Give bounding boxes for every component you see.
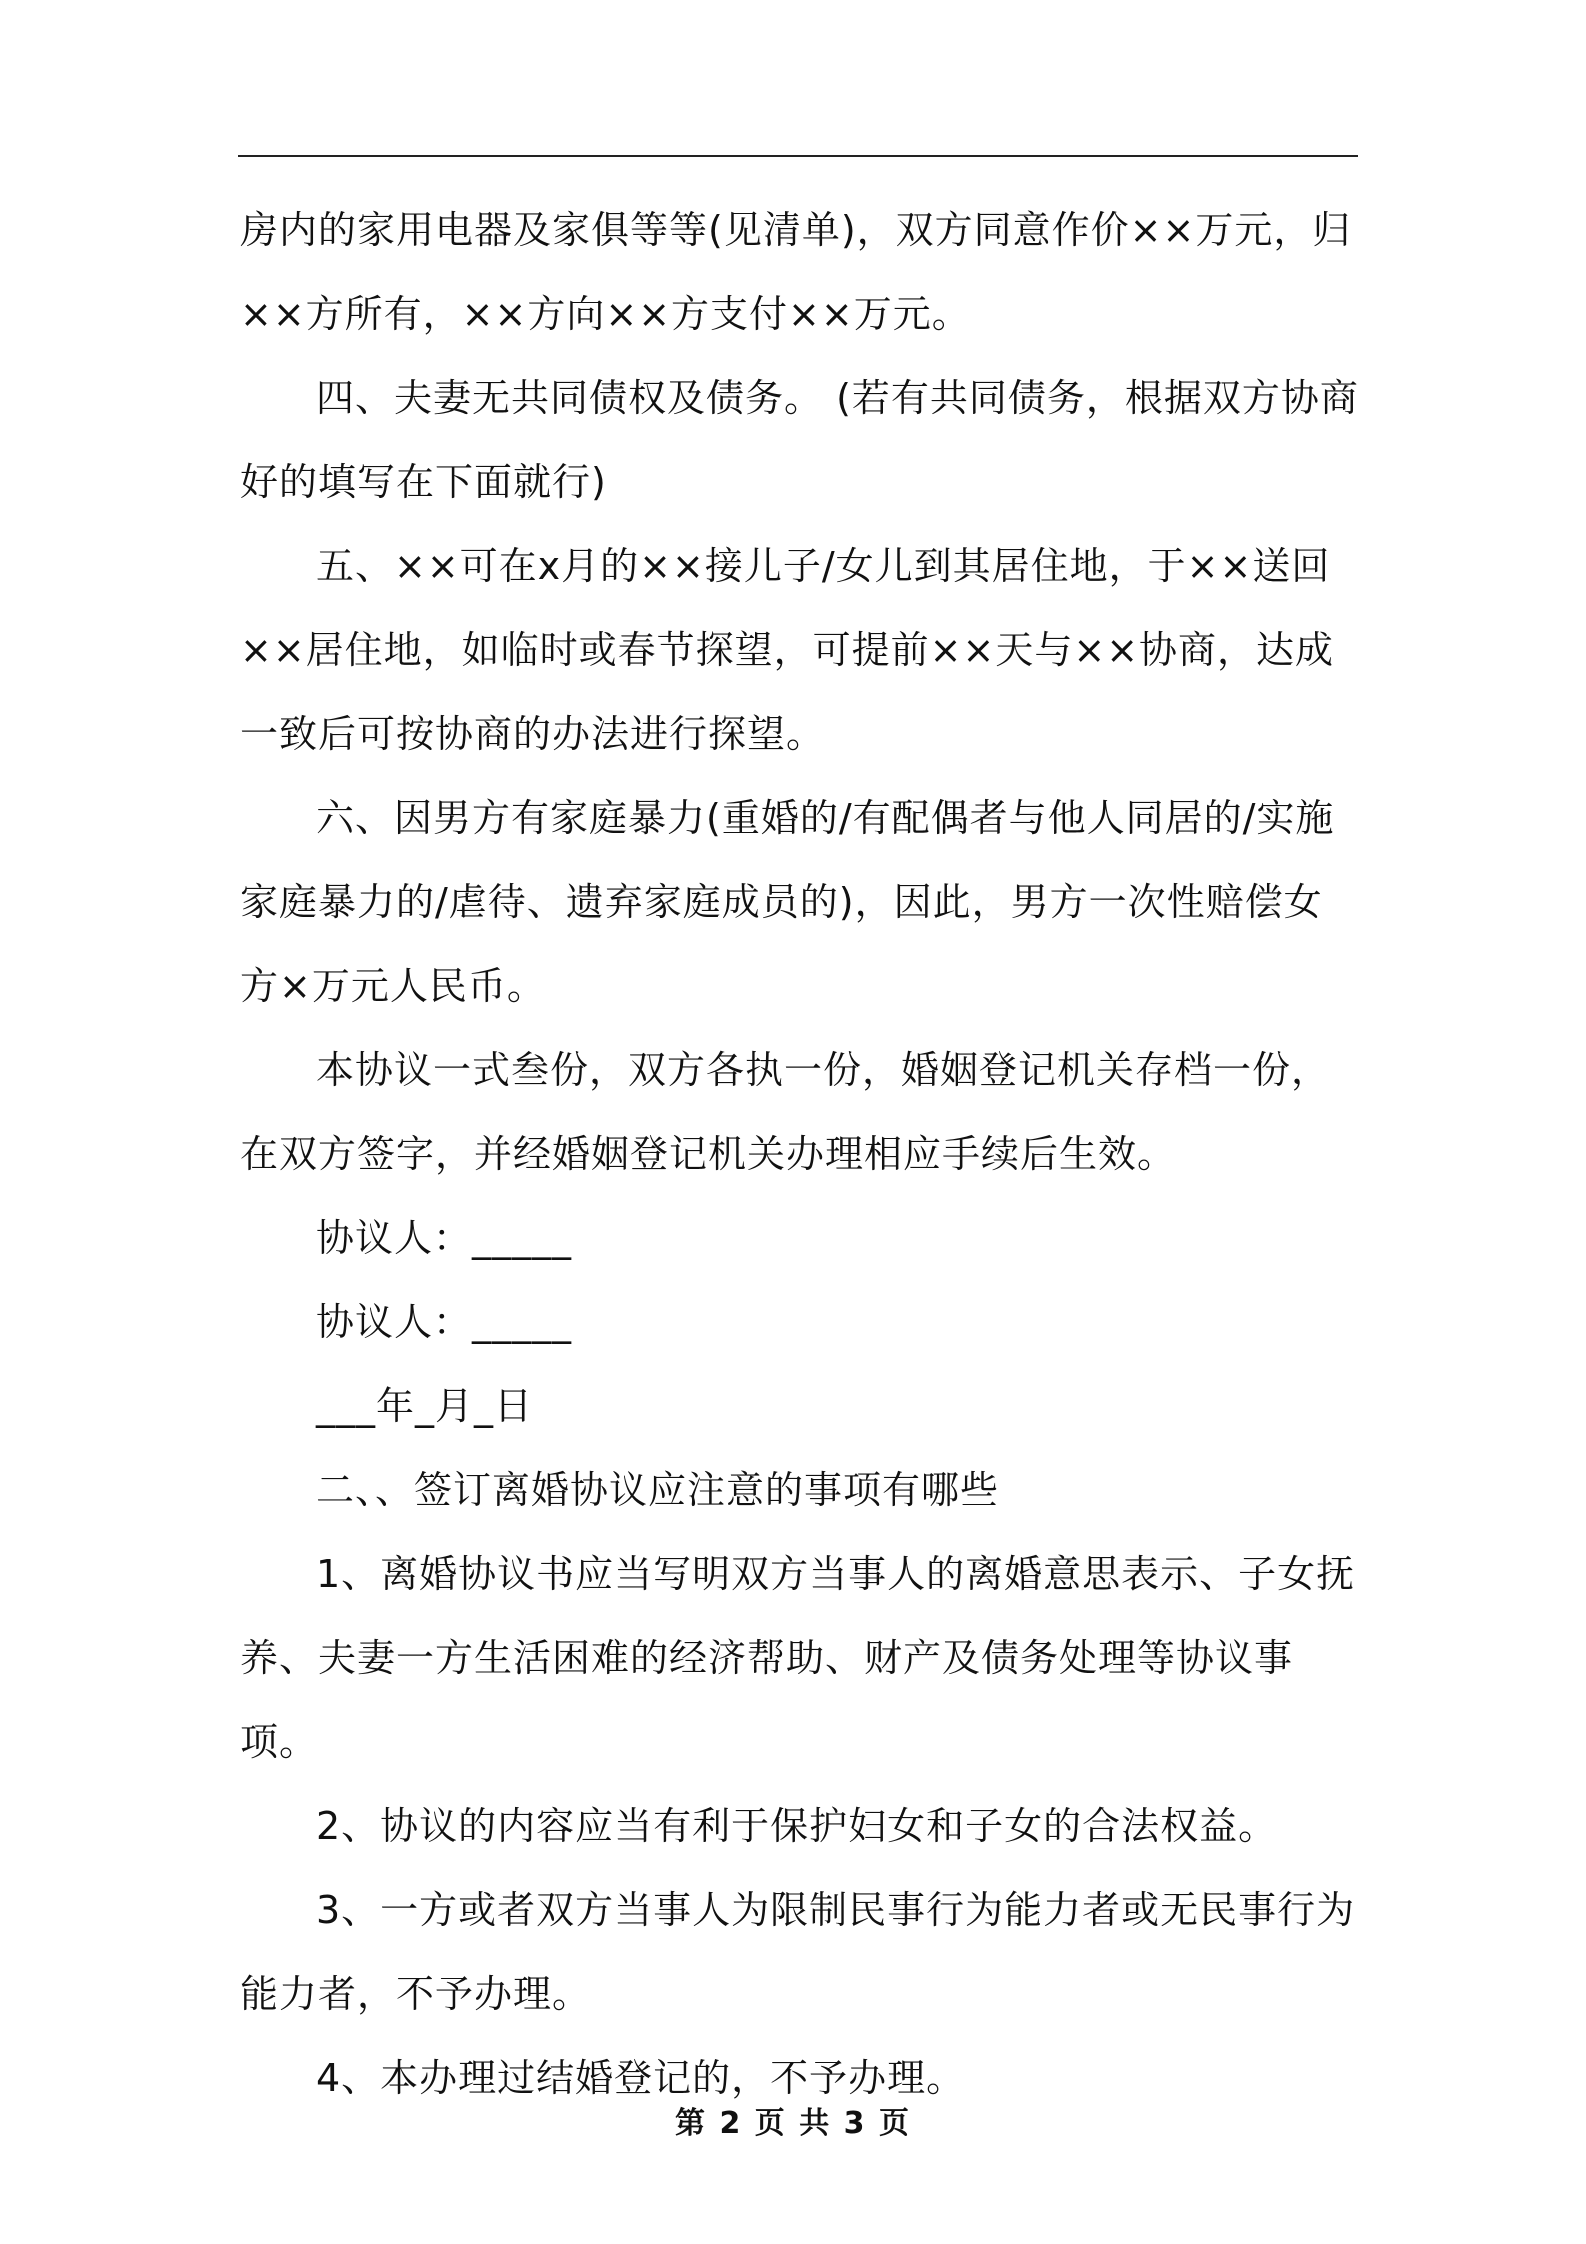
paragraph-copies: 本协议一式叁份，双方各执一份，婚姻登记机关存档一份，在双方签字，并经婚姻登记机关办理相应手续后生效。 — [240, 1048, 1331, 1176]
paragraph-visitation: 五、××可在x月的××接儿子/女儿到其居住地，于××送回××居住地，如临时或春节探望，可提前××天与××协商，达成一致后可按协商的办法进行探望。 — [240, 544, 1335, 756]
paragraph-debts: 四、夫妻无共同债权及债务。 (若有共同债务，根据双方协商好的填写在下面就行) — [240, 376, 1359, 504]
note-item-4: 4、本办理过结婚登记的，不予办理。 — [316, 2056, 966, 2100]
note-item-2: 2、协议的内容应当有利于保护妇女和子女的合法权益。 — [316, 1804, 1278, 1848]
paragraph-property: 房内的家用电器及家俱等等(见清单)，双方同意作价××万元，归××方所有，××方向××方支付××万元。 — [240, 208, 1352, 336]
note-item-3: 3、一方或者双方当事人为限制民事行为能力者或无民事行为能力者，不予办理。 — [240, 1888, 1356, 2016]
document-body — [240, 188, 1360, 2120]
paragraph-compensation: 六、因男方有家庭暴力(重婚的/有配偶者与他人同居的/实施家庭暴力的/虐待、遗弃家庭成员的)，因此，男方一次性赔偿女方×万元人民币。 — [240, 796, 1335, 1008]
section-title: 二、、签订离婚协议应注意的事项有哪些 — [316, 1468, 1000, 1512]
note-item-1: 1、离婚协议书应当写明双方当事人的离婚意思表示、子女抚养、夫妻一方生活困难的经济帮助、财产及债务处理等协议事项。 — [240, 1552, 1356, 1764]
date-line: ___年_月_日 — [316, 1384, 534, 1428]
page-number: 第 2 页 共 3 页 — [675, 2106, 911, 2141]
header-rule — [238, 155, 1358, 157]
signature-line-2: 协议人：_____ — [316, 1300, 573, 1344]
signature-line-1: 协议人：_____ — [316, 1216, 573, 1260]
